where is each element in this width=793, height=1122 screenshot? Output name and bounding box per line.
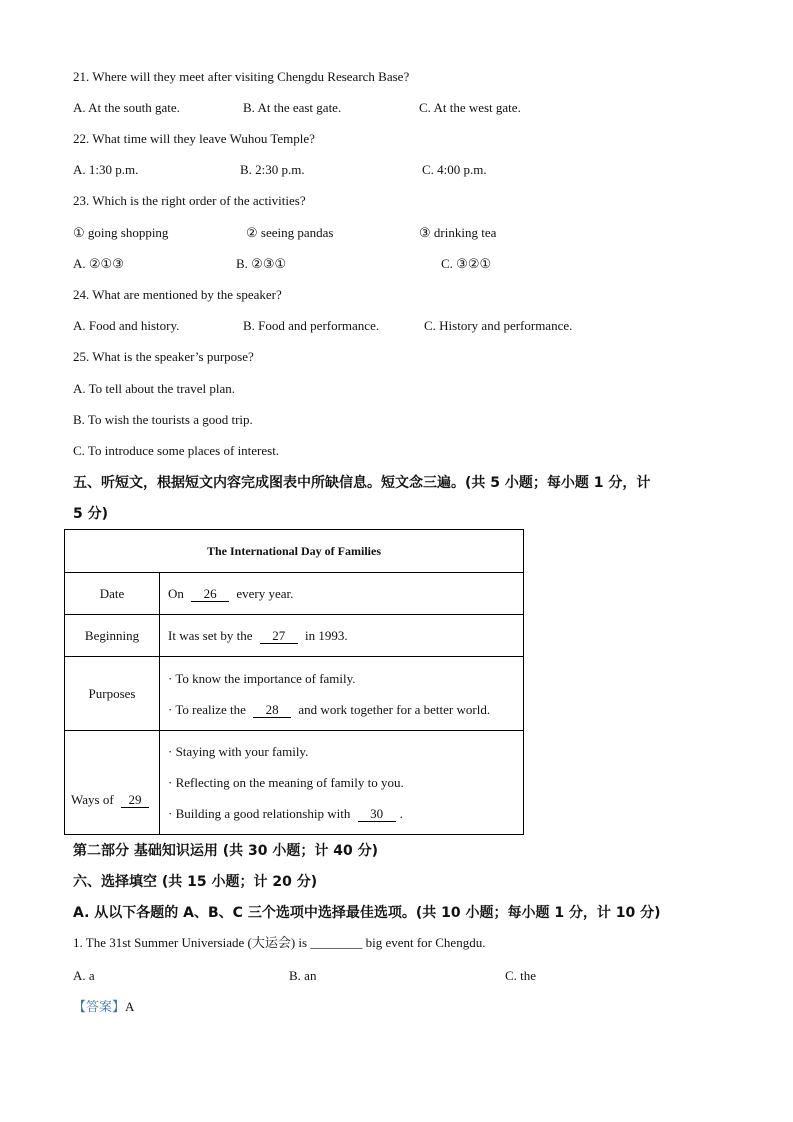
purpose-2-post: and work together for a better world. bbox=[298, 701, 491, 717]
answer-line bbox=[73, 999, 134, 1015]
question-23-option-b: B. ②③① bbox=[236, 256, 287, 271]
beginning-cell bbox=[160, 615, 524, 657]
section-5-heading-line2: 5 分) bbox=[73, 506, 109, 522]
purpose-2-pre: · To realize the bbox=[168, 701, 246, 717]
question-1-option-c: C. the bbox=[505, 968, 537, 983]
question-21-option-a: A. At the south gate. bbox=[73, 100, 180, 115]
question-23-item-3: ③ drinking tea bbox=[419, 225, 497, 240]
beginning-pre: It was set by the bbox=[168, 627, 253, 643]
question-24-option-b: B. Food and performance. bbox=[243, 318, 380, 333]
question-22-option-b: B. 2:30 p.m. bbox=[240, 162, 305, 177]
answer-value: A bbox=[125, 999, 135, 1014]
way-3-pre: · Building a good relationship with bbox=[168, 806, 351, 821]
section-a-heading: A. 从以下各题的 A、B、C 三个选项中选择最佳选项。(共 10 小题；每小题 1 分，计 10 分) bbox=[73, 905, 661, 921]
question-25-option-c: C. To introduce some places of interest. bbox=[73, 443, 280, 458]
question-23-item-2: ② seeing pandas bbox=[246, 225, 334, 240]
table-title: The International Day of Families bbox=[65, 530, 524, 573]
question-22-option-a: A. 1:30 p.m. bbox=[73, 162, 139, 177]
blank-26: 26 bbox=[191, 587, 229, 602]
part-2-heading: 第二部分 基础知识运用 (共 30 小题；计 40 分) bbox=[73, 843, 379, 859]
question-1-stem: 1. The 31st Summer Universiade (大运会) is ________ big event for Chengdu. bbox=[73, 935, 486, 950]
purpose-1: · To know the importance of family. bbox=[168, 670, 356, 686]
families-table bbox=[64, 529, 524, 835]
question-23-stem: 23. Which is the right order of the activities? bbox=[73, 193, 306, 208]
question-1-option-b: B. an bbox=[289, 968, 317, 983]
question-23-item-1: ① going shopping bbox=[73, 225, 169, 240]
question-22-option-c: C. 4:00 p.m. bbox=[422, 162, 487, 177]
question-23-option-a: A. ②①③ bbox=[73, 256, 124, 271]
ways-label: Ways of bbox=[71, 792, 114, 807]
date-post: every year. bbox=[236, 585, 294, 601]
question-25-option-a: A. To tell about the travel plan. bbox=[73, 381, 236, 396]
question-25-stem: 25. What is the speaker’s purpose? bbox=[73, 349, 254, 364]
question-24-option-c: C. History and performance. bbox=[424, 318, 573, 333]
blank-27: 27 bbox=[260, 629, 298, 644]
section-5-heading-line1: 五、听短文，根据短文内容完成图表中所缺信息。短文念三遍。(共 5 小题；每小题 1 分，计 bbox=[73, 475, 651, 491]
beginning-label: Beginning bbox=[65, 615, 160, 657]
question-21-stem: 21. Where will they meet after visiting Chengdu Research Base? bbox=[73, 69, 410, 84]
date-cell bbox=[160, 573, 524, 615]
ways-label-cell bbox=[65, 731, 160, 835]
date-pre: On bbox=[168, 585, 184, 601]
way-3-post: . bbox=[399, 806, 403, 821]
question-1-option-a: A. a bbox=[73, 968, 95, 983]
purposes-label: Purposes bbox=[65, 657, 160, 731]
question-21-option-b: B. At the east gate. bbox=[243, 100, 342, 115]
question-24-option-a: A. Food and history. bbox=[73, 318, 180, 333]
blank-30: 30 bbox=[358, 807, 396, 822]
way-1: · Staying with your family. bbox=[168, 744, 309, 759]
ways-cell bbox=[160, 731, 524, 835]
way-2: · Reflecting on the meaning of family to you. bbox=[168, 775, 404, 790]
date-label: Date bbox=[65, 573, 160, 615]
answer-label: 【答案】 bbox=[73, 999, 126, 1014]
blank-28: 28 bbox=[253, 703, 291, 718]
section-6-heading: 六、选择填空 (共 15 小题；计 20 分) bbox=[73, 874, 318, 890]
question-21-option-c: C. At the west gate. bbox=[419, 100, 521, 115]
way-3 bbox=[168, 798, 523, 829]
question-24-stem: 24. What are mentioned by the speaker? bbox=[73, 287, 282, 302]
question-25-option-b: B. To wish the tourists a good trip. bbox=[73, 412, 253, 427]
beginning-post: in 1993. bbox=[304, 627, 348, 643]
question-23-option-c: C. ③②① bbox=[441, 256, 492, 271]
purposes-cell bbox=[160, 657, 524, 731]
purpose-2 bbox=[168, 694, 523, 725]
question-22-stem: 22. What time will they leave Wuhou Temple? bbox=[73, 131, 315, 146]
blank-29: 29 bbox=[121, 793, 149, 808]
